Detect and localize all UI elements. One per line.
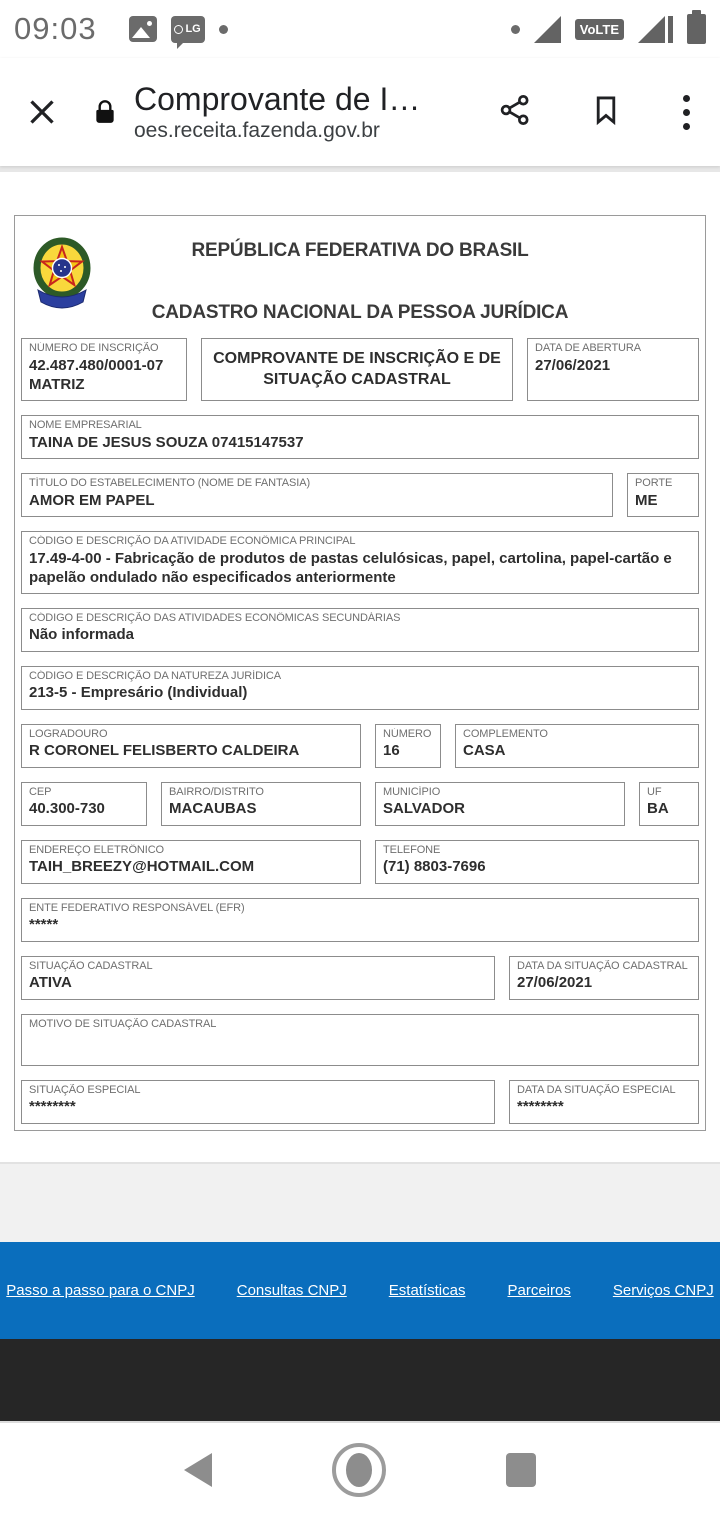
republic-title: REPÚBLICA FEDERATIVA DO BRASIL	[191, 240, 529, 261]
field-natureza-juridica: CÓDIGO E DESCRIÇÃO DA NATUREZA JURÍDICA 213-5 - Empresário (Individual)	[21, 666, 699, 710]
page-title-block[interactable]	[134, 80, 487, 145]
screenshot-notification-icon	[129, 16, 157, 42]
site-footer-nav	[0, 1242, 720, 1339]
bookmark-button[interactable]	[589, 92, 623, 133]
field-data-situacao-cadastral: DATA DA SITUAÇÃO CADASTRAL 27/06/2021	[509, 956, 699, 1000]
volte-badge: VoLTE	[575, 19, 624, 40]
footer-link-consultas-cnpj[interactable]: Consultas CNPJ	[236, 1282, 347, 1299]
nav-recents-button[interactable]	[506, 1453, 536, 1487]
nav-back-button[interactable]	[184, 1453, 212, 1487]
field-porte: PORTE ME	[627, 473, 699, 517]
field-numero-inscricao: NÚMERO DE INSCRIÇÃO 42.487.480/0001-07 MATRIZ	[21, 338, 187, 401]
footer-link-estatisticas[interactable]: Estatísticas	[388, 1282, 466, 1299]
status-dot-icon	[511, 25, 520, 34]
lg-badge-label: LG	[185, 23, 201, 35]
field-atividade-principal: CÓDIGO E DESCRIÇÃO DA ATIVIDADE ECONÔMICA PRINCIPAL 17.49-4-00 - Fabricação de produtos de pastas celulósicas, papel, cartolina, papel-cartão e papelão ondulado não especificados anteriormente	[21, 531, 699, 594]
field-numero: NÚMERO 16	[375, 724, 441, 768]
field-nome-fantasia: TÍTULO DO ESTABELECIMENTO (NOME DE FANTASIA) AMOR EM PAPEL	[21, 473, 613, 517]
share-icon	[497, 92, 533, 128]
lg-badge-circle-icon	[174, 25, 183, 34]
cnpj-title: CADASTRO NACIONAL DA PESSOA JURÍDICA	[151, 302, 569, 323]
page-url: oes.receita.fazenda.gov.br	[134, 119, 380, 143]
field-email: ENDEREÇO ELETRÔNICO TAIH_BREEZY@HOTMAIL.COM	[21, 840, 361, 884]
field-uf: UF BA	[639, 782, 699, 826]
field-telefone: TELEFONE (71) 8803-7696	[375, 840, 699, 884]
status-time: 09:03	[14, 11, 97, 46]
android-nav-bar	[0, 1421, 720, 1516]
field-bairro: BAIRRO/DISTRITO MACAUBAS	[161, 782, 361, 826]
nav-home-button[interactable]	[332, 1443, 386, 1497]
field-efr: ENTE FEDERATIVO RESPONSÁVEL (EFR) *****	[21, 898, 699, 942]
share-button[interactable]	[497, 92, 533, 133]
bookmark-icon	[589, 92, 623, 128]
close-tab-button[interactable]	[20, 90, 64, 134]
field-situacao-cadastral: SITUAÇÃO CADASTRAL ATIVA	[21, 956, 495, 1000]
footer-link-passo-a-passo[interactable]: Passo a passo para o CNPJ	[6, 1282, 195, 1299]
field-comprovante-titulo: COMPROVANTE DE INSCRIÇÃO E DE SITUAÇÃO CADASTRAL	[201, 338, 513, 401]
field-atividades-secundarias: CÓDIGO E DESCRIÇÃO DAS ATIVIDADES ECONÔMICAS SECUNDÁRIAS Não informada	[21, 608, 699, 652]
signal-strength-2-icon	[638, 16, 673, 43]
secure-lock-icon[interactable]	[92, 97, 118, 127]
gray-strip	[0, 1162, 720, 1242]
field-data-situacao-especial: DATA DA SITUAÇÃO ESPECIAL ********	[509, 1080, 699, 1124]
brazil-coat-of-arms-icon	[31, 232, 93, 323]
field-motivo-situacao: MOTIVO DE SITUAÇÃO CADASTRAL	[21, 1014, 699, 1066]
battery-icon	[687, 14, 706, 44]
status-bar	[0, 0, 720, 58]
field-situacao-especial: SITUAÇÃO ESPECIAL ********	[21, 1080, 495, 1124]
overflow-menu-button[interactable]	[679, 91, 694, 134]
close-icon	[24, 94, 60, 130]
footer-link-parceiros[interactable]: Parceiros	[507, 1282, 571, 1299]
browser-toolbar	[0, 58, 720, 166]
page-content	[0, 172, 720, 1162]
notification-dot-icon	[219, 25, 228, 34]
footer-dark-bar	[0, 1339, 720, 1421]
field-data-abertura: DATA DE ABERTURA 27/06/2021	[527, 338, 699, 401]
field-logradouro: LOGRADOURO R CORONEL FELISBERTO CALDEIRA	[21, 724, 361, 768]
field-nome-empresarial: NOME EMPRESARIAL TAINA DE JESUS SOUZA 07415147537	[21, 415, 699, 459]
certificate-header	[21, 222, 699, 324]
page-title: Comprovante de I…	[134, 80, 421, 117]
field-complemento: COMPLEMENTO CASA	[455, 724, 699, 768]
cnpj-certificate	[14, 215, 706, 1131]
field-cep: CEP 40.300-730	[21, 782, 147, 826]
footer-link-servicos-cnpj[interactable]: Serviços CNPJ	[612, 1282, 714, 1299]
field-municipio: MUNICÍPIO SALVADOR	[375, 782, 625, 826]
signal-strength-icon	[534, 16, 561, 43]
lg-message-notification-icon	[171, 16, 205, 43]
